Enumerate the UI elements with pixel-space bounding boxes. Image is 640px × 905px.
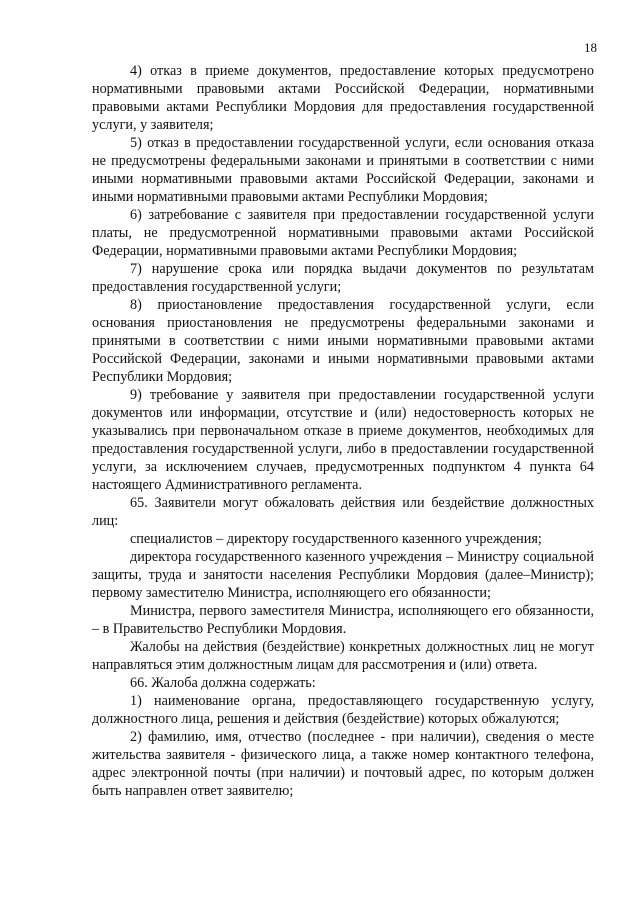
paragraph-item-8: 8) приостановление предоставления государственной услуги, если основания приостановления не предусмотрены федеральными законами и принятыми в соответствии с ними иными нормативными правовыми актами Российской Федерации, законами и иными нормативными правовыми актами Республики Мордовия; [92,297,594,385]
paragraph-clause-66: 66. Жалоба должна содержать: [130,675,316,691]
page-number: 18 [584,40,597,55]
paragraph-item-9: 9) требование у заявителя при предоставлении государственной услуги документов или информации, отсутствие и (или) недостоверность которых не указывались при первоначальном отказе в приеме документов, необходимых для предоставления государственной услуги, либо в предоставлении государственной услуги, за исключением случаев, предусмотренных подпунктом 4 пункта 64 настоящего Административного регламента. [92,387,594,493]
paragraph-minister: Министра, первого заместителя Министра, исполняющего его обязанности, – в Правительство Республики Мордовия. [92,603,594,637]
paragraph-item-6: 6) затребование с заявителя при предоставлении государственной услуги платы, не предусмотренной нормативными правовыми актами Российской Федерации, нормативными правовыми актами Республики Мордовия; [92,207,594,259]
paragraph-item-7: 7) нарушение срока или порядка выдачи документов по результатам предоставления государственной услуги; [92,261,594,295]
paragraph-director: директора государственного казенного учреждения – Министру социальной защиты, труда и занятости населения Республики Мордовия (далее–Министр); первому заместителю Министра, исполняющего его обязанности; [92,549,594,601]
paragraph-complaint-item-1: 1) наименование органа, предоставляющего государственную услугу, должностного лица, решения и действия (бездействие) которых обжалуются; [92,693,594,727]
paragraph-item-4: 4) отказ в приеме документов, предоставление которых предусмотрено нормативными правовыми актами Российской Федерации, нормативными правовыми актами Республики Мордовия для предоставления государственной услуги, у заявителя; [92,63,594,133]
paragraph-specialists: специалистов – директору государственного казенного учреждения; [130,531,542,547]
paragraph-item-5: 5) отказ в предоставлении государственной услуги, если основания отказа не предусмотрены федеральными законами и принятыми в соответствии с ними иными нормативными правовыми актами Российской Федерации, законами и иными нормативными правовыми актами Республики Мордовия; [92,135,594,205]
paragraph-complaints-restriction: Жалобы на действия (бездействие) конкретных должностных лиц не могут направляться этим должностным лицам для рассмотрения и (или) ответа. [92,639,594,673]
paragraph-complaint-item-2: 2) фамилию, имя, отчество (последнее - при наличии), сведения о месте жительства заявителя - физического лица, а также номер контактного телефона, адрес электронной почты (при наличии) и почтовый адрес, по которым должен быть направлен ответ заявителю; [92,729,594,799]
paragraph-clause-65: 65. Заявители могут обжаловать действия или бездействие должностных лиц: [92,495,594,529]
document-body [92,62,594,800]
